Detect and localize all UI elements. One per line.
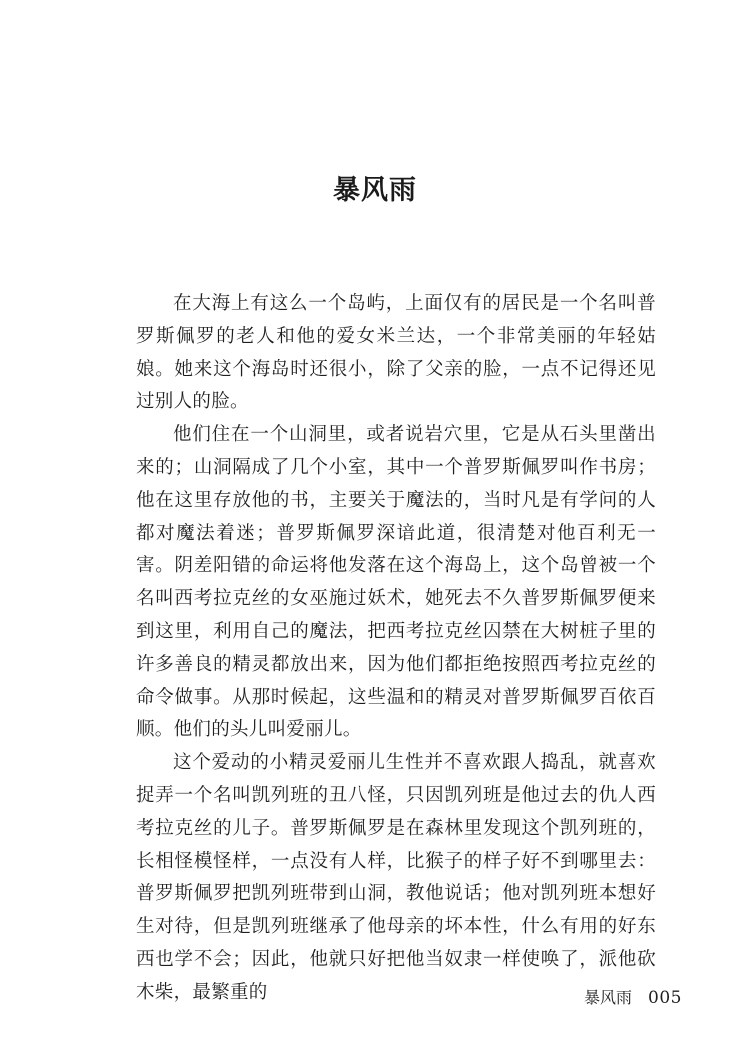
- chapter-body: [136, 288, 656, 1010]
- paragraph-3: 这个爱动的小精灵爱丽儿生性并不喜欢跟人捣乱，就喜欢捉弄一个名叫凯列班的丑八怪，只因凯列班是他过去的仇人西考拉克丝的儿子。普罗斯佩罗是在森林里发现这个凯列班的，长相怪模怪样，一点没有人样，比猴子的样子好不到哪里去：普罗斯佩罗把凯列班带到山洞，教他说话；他对凯列班本想好生对待，但是凯列班继承了他母亲的坏本性，什么有用的好东西也学不会；因此，他就只好把他当奴隶一样使唤了，派他砍木柴，最繁重的: [136, 752, 656, 1003]
- page-footer: [584, 985, 682, 1008]
- paragraph-1: 在大海上有这么一个岛屿，上面仅有的居民是一个名叫普罗斯佩罗的老人和他的爱女米兰达，一个非常美丽的年轻姑娘。她来这个海岛时还很小，除了父亲的脸，一点不记得还见过别人的脸。: [136, 293, 656, 413]
- chapter-title: 暴风雨: [333, 175, 417, 206]
- running-title: 暴风雨: [584, 988, 633, 1007]
- paragraph-2: 他们住在一个山洞里，或者说岩穴里，它是从石头里凿出来的；山洞隔成了几个小室，其中一个普罗斯佩罗叫作书房；他在这里存放他的书，主要关于魔法的，当时凡是有学问的人都对魔法着迷；普罗斯佩罗深谙此道，很清楚对他百利无一害。阴差阳错的命运将他发落在这个海岛上，这个岛曾被一个名叫西考拉克丝的女巫施过妖术，她死去不久普罗斯佩罗便来到这里，利用自己的魔法，把西考拉克丝囚禁在大树桩子里的许多善良的精灵都放出来，因为他们都拒绝按照西考拉克丝的命令做事。从那时候起，这些温和的精灵对普罗斯佩罗百依百顺。他们的头儿叫爱丽儿。: [136, 424, 656, 741]
- page-number: 005: [648, 988, 682, 1008]
